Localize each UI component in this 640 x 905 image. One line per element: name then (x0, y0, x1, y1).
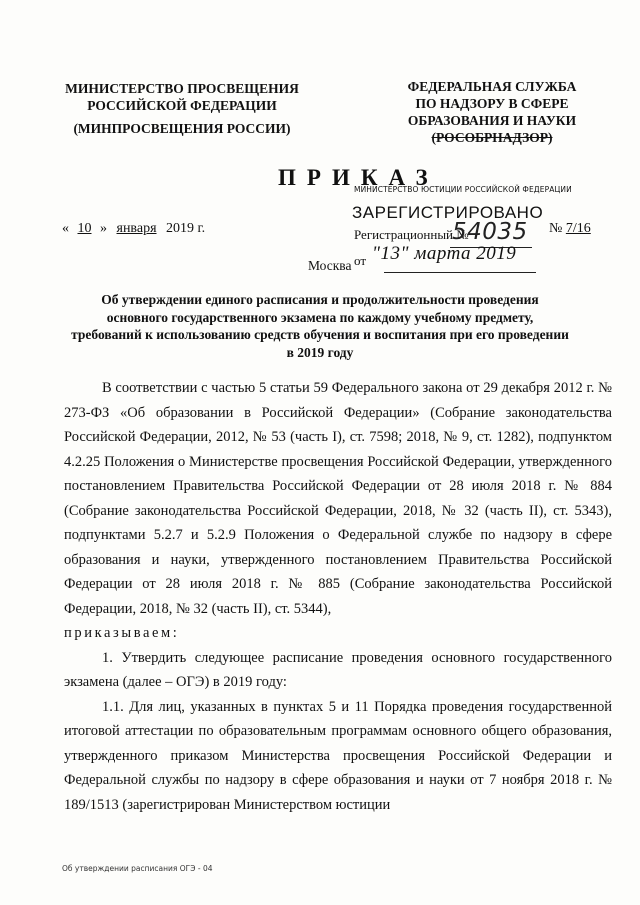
service-header (392, 78, 592, 146)
footer: Об утверждении расписания ОГЭ - 04 (62, 864, 213, 873)
body-paragraph-2: 1. Утвердить следующее расписание проведения основного государственного экзамена (далее – ОГЭ) в 2019 году: (64, 649, 612, 690)
ministry-line2: РОССИЙСКОЙ ФЕДЕРАЦИИ (87, 98, 277, 113)
stamp-registered: ЗАРЕГИСТРИРОВАНО (352, 203, 544, 222)
ministry-header (62, 80, 302, 137)
document-body (64, 376, 612, 817)
document-type: ПРИКАЗ (278, 165, 439, 190)
city: Москва (308, 258, 352, 273)
service-line1: ФЕДЕРАЛЬНАЯ СЛУЖБА (407, 79, 577, 94)
ministry-line3: (МИНПРОСВЕЩЕНИЯ РОССИИ) (73, 121, 291, 136)
service-line3: ОБРАЗОВАНИЯ И НАУКИ (407, 113, 577, 128)
stamp-date: "13" марта 2019 (372, 243, 517, 264)
service-line4: (РОСОБРНАДЗОР) (431, 130, 553, 145)
order-word: приказываем: (64, 625, 180, 641)
order-number-value: 7/16 (565, 221, 591, 236)
order-number (549, 221, 591, 237)
date-month: января (116, 221, 157, 236)
date-open-quote: « (62, 221, 69, 236)
order-number-prefix: № (549, 221, 563, 236)
registration-stamp (342, 181, 572, 276)
body-paragraph-3: 1.1. Для лиц, указанных в пунктах 5 и 11 Порядка проведения государственной итоговой аттестации по образовательным программам основного общего образования, утвержденного приказом Министерства просвещения Российской Федерации и Федеральной службы по надзору в сфере образования и науки от 7 ноября 2018 г. № 189/1513 (зарегистрирован Министерством юстиции (64, 698, 612, 813)
service-line2: ПО НАДЗОРУ В СФЕРЕ (415, 96, 569, 111)
date-close-quote: » (100, 221, 107, 236)
body-paragraph-1: В соответствии с частью 5 статьи 59 Федерального закона от 29 декабря 2012 г. № 273-ФЗ «Об образовании в Российской Федерации» (Собрание законодательства Российской Федерации, 2012, № 53 (часть I), ст. 7598; 2018, № 9, ст. 1282), подпунктом 4.2.25 Положения о Министерстве просвещения Российской Федерации, утвержденного постановлением Правительства Российской Федерации от 28 июля 2018 г. № 884 (Собрание законодательства Российской Федерации, 2018, № 32 (часть II), ст. 5343), подпунктами 5.2.7 и 5.2.9 Положения о Федеральной службе по надзору в сфере образования и науки, утвержденного постановлением Правительства Российской Федерации от 28 июля 2018 г. № 885 (Собрание законодательства Российской Федерации, 2018, № 32 (часть II), ст. 5344), (64, 380, 612, 617)
stamp-number: 54035 (452, 219, 528, 245)
date-day: 10 (77, 221, 92, 236)
ministry-line1: МИНИСТЕРСТВО ПРОСВЕЩЕНИЯ (65, 81, 299, 96)
date-year: 2019 г. (166, 221, 206, 236)
stamp-date-label: от (354, 253, 367, 268)
stamp-date-underline (384, 272, 536, 273)
document-title: Об утверждении единого расписания и продолжительности проведения основного государственного экзамена по каждому учебному предмету, требований к использованию средств обучения и воспитания при его проведении в 2019 году (71, 292, 569, 360)
stamp-ministry: МИНИСТЕРСТВО ЮСТИЦИИ РОССИЙСКОЙ ФЕДЕРАЦИИ (354, 185, 572, 194)
order-date (62, 221, 205, 237)
stamp-number-label: Регистрационный № (354, 227, 469, 242)
